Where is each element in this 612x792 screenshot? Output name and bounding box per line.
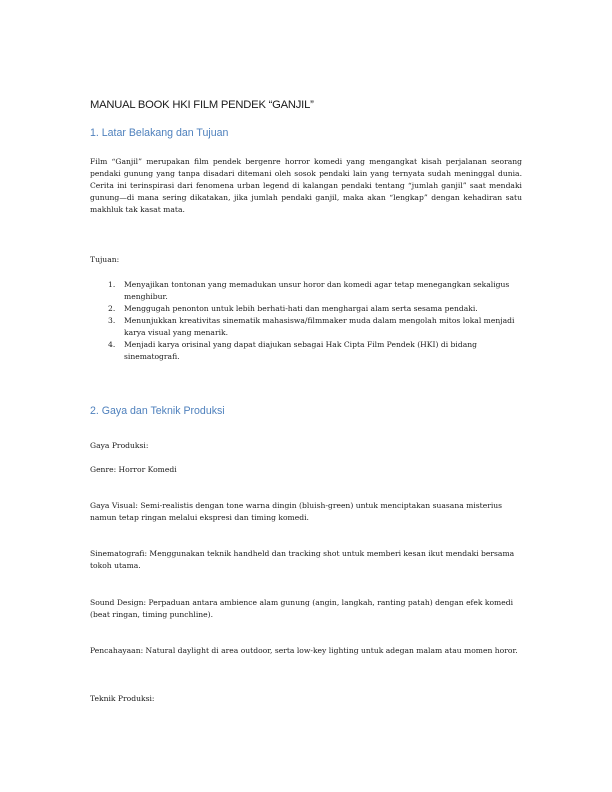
goal-item [108, 303, 522, 315]
goal-text: Menunjukkan kreativitas sinematik mahasiswa/filmmaker muda dalam mengolah mitos lokal menjadi karya visual yang menarik. [124, 316, 515, 337]
goal-number: 1. [108, 280, 116, 289]
goal-text: Menggugah penonton untuk lebih berhati-hati dan menghargai alam serta sesama pendaki. [124, 304, 478, 313]
goals-list [108, 279, 522, 363]
goal-text: Menyajikan tontonan yang memadukan unsur horor dan komedi agar tetap menegangkan sekaligus menghibur. [124, 280, 510, 301]
sound-design-text: Sound Design: Perpaduan antara ambience alam gunung (angin, langkah, ranting patah) dengan efek komedi (beat ringan, timing punchline). [90, 598, 514, 619]
production-technique-label: Teknik Produksi: [90, 694, 155, 703]
goal-number: 3. [108, 316, 116, 325]
visual-style-text: Gaya Visual: Semi-realistis dengan tone warna dingin (bluish-green) untuk menciptakan suasana misterius namun tetap ringan melalui ekspresi dan timing komedi. [90, 501, 503, 522]
genre-text: Genre: Horror Komedi [90, 465, 177, 474]
document-title: MANUAL BOOK HKI FILM PENDEK “GANJIL” [90, 99, 314, 111]
goal-number: 2. [108, 304, 116, 313]
goal-text: Menjadi karya orisinal yang dapat diajukan sebagai Hak Cipta Film Pendek (HKI) di bidang sinematografi. [124, 340, 477, 361]
section-heading-production: 2. Gaya dan Teknik Produksi [90, 405, 225, 417]
goals-label: Tujuan: [90, 255, 120, 264]
goal-item [108, 279, 522, 303]
section-heading-background: 1. Latar Belakang dan Tujuan [90, 127, 229, 139]
goal-number: 4. [108, 340, 116, 349]
cinematography-text: Sinematografi: Menggunakan teknik handheld dan tracking shot untuk memberi kesan ikut mendaki bersama tokoh utama. [90, 549, 515, 570]
lighting-text: Pencahayaan: Natural daylight di area outdoor, serta low-key lighting untuk adegan malam atau momen horor. [90, 646, 518, 655]
production-style-label: Gaya Produksi: [90, 441, 149, 450]
goal-item [108, 339, 522, 363]
intro-paragraph: Film “Ganjil” merupakan film pendek bergenre horror komedi yang mengangkat kisah perjalanan seorang pendaki gunung yang tanpa disadari ditemani oleh sosok pendaki lain yang ternyata sudah meninggal dunia. Cerita ini terinspirasi dari fenomena urban legend di kalangan pendaki tentang “jumlah ganjil” saat mendaki gunung—di mana sering dikatakan, jika jumlah pendaki ganjil, maka akan “lengkap” dengan kehadiran satu makhluk tak kasat mata. [90, 157, 522, 214]
goal-item [108, 315, 522, 339]
